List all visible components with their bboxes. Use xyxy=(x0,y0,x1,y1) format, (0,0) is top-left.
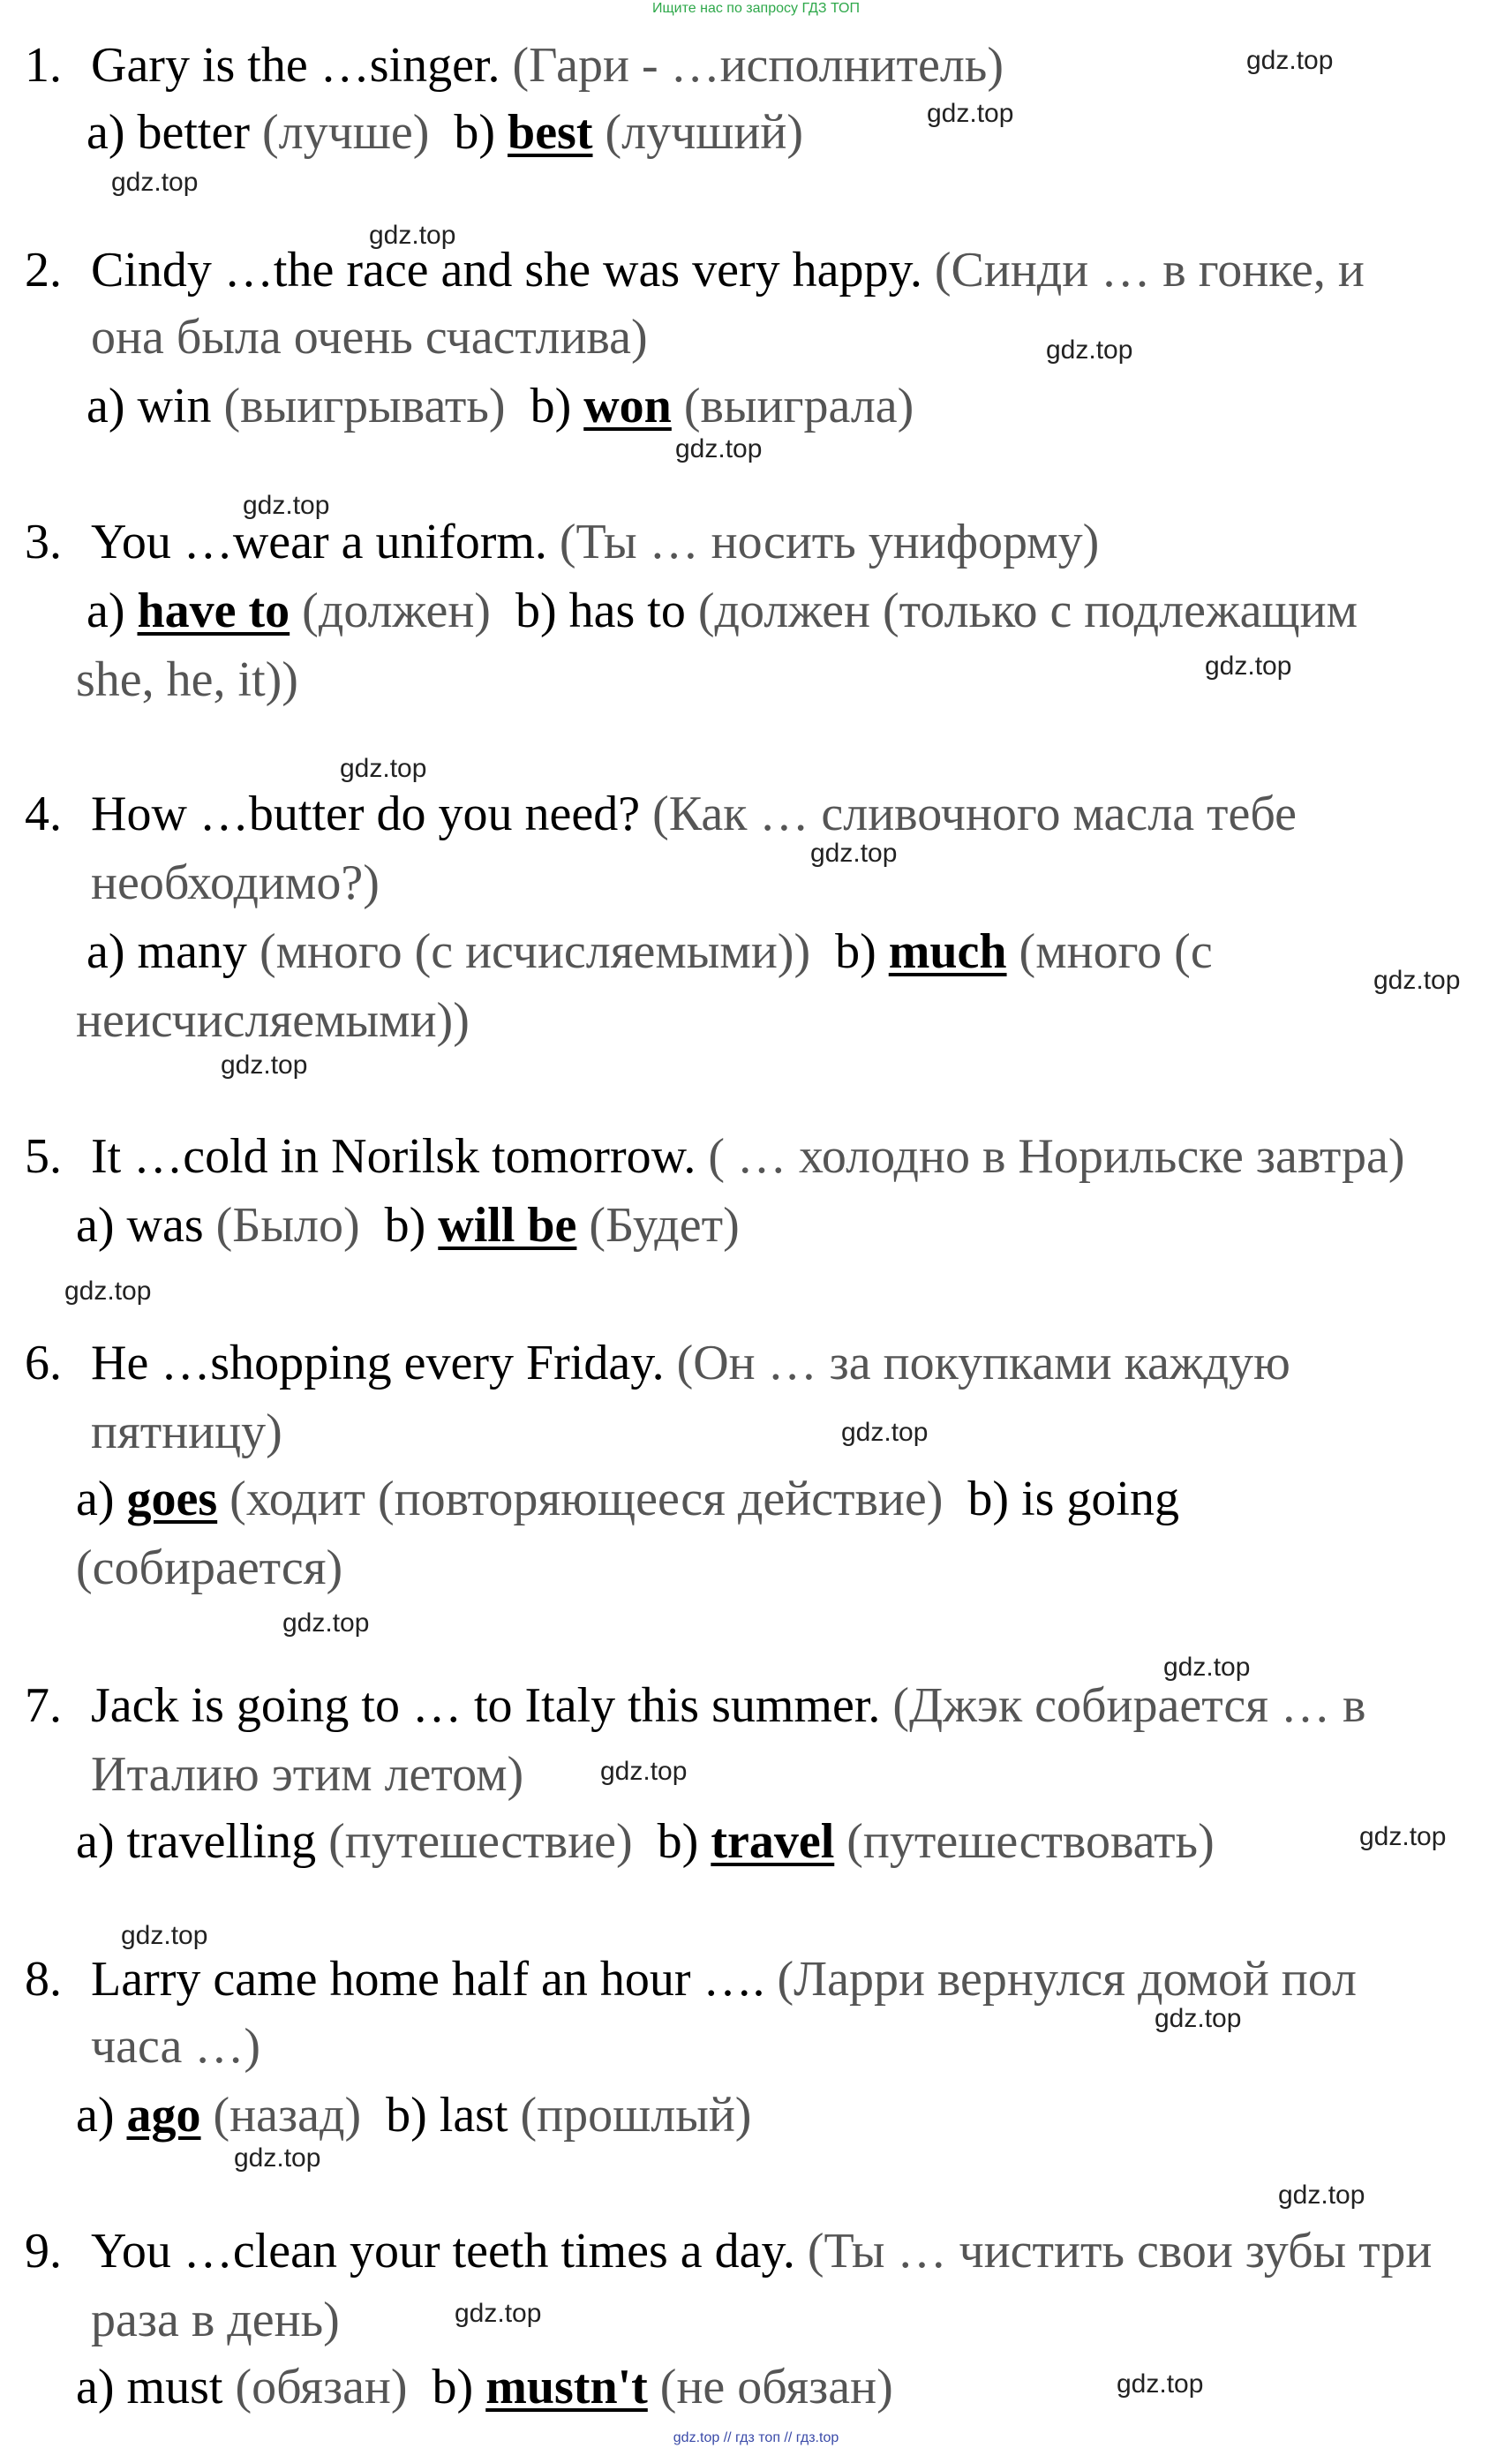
question-2-continuation xyxy=(91,309,648,365)
question-text-ru: (Джэк собирается … в xyxy=(892,1678,1366,1733)
question-number: 4. xyxy=(25,787,62,841)
question-2 xyxy=(25,242,1365,298)
question-text-en: How …butter do you need? xyxy=(91,787,641,841)
watermark: gdz.top xyxy=(1359,1822,1447,1851)
watermark: gdz.top xyxy=(369,221,456,250)
option-b-text: is going xyxy=(1021,1472,1179,1526)
watermark: gdz.top xyxy=(1205,652,1292,681)
question-text-ru: (Как … сливочного масла тебе xyxy=(652,787,1297,841)
watermark: gdz.top xyxy=(1046,335,1133,365)
question-text-en: It …cold in Norilsk tomorrow. xyxy=(91,1129,696,1184)
question-number: 5. xyxy=(25,1129,62,1184)
option-b-correct-answer: best xyxy=(508,105,593,160)
watermark: gdz.top xyxy=(1163,1653,1251,1682)
question-text-en: You …wear a uniform. xyxy=(91,515,547,569)
option-a-translation: (лучше) xyxy=(262,105,430,160)
question-text-en: Jack is going to … to Italy this summer. xyxy=(91,1678,881,1733)
question-8 xyxy=(25,1951,1357,2007)
question-text-ru: (Ты … чистить свои зубы три xyxy=(807,2224,1433,2279)
option-b-label: b) xyxy=(835,924,876,979)
answers-3 xyxy=(87,583,1358,639)
option-a-correct-answer: ago xyxy=(126,2088,201,2143)
question-1 xyxy=(25,37,1004,94)
option-b-label: b) xyxy=(967,1472,1010,1526)
option-a-label: a) xyxy=(76,2088,115,2143)
question-text-ru-continued: Италию этим летом) xyxy=(91,1747,524,1802)
question-text-ru-continued: она была очень счастлива) xyxy=(91,310,648,365)
question-text-en: Cindy …the race and she was very happy. xyxy=(91,243,922,298)
option-b-label: b) xyxy=(384,1198,426,1253)
option-a-text: many xyxy=(137,924,247,979)
question-number: 6. xyxy=(25,1336,62,1390)
question-6 xyxy=(25,1335,1290,1391)
question-number: 9. xyxy=(25,2224,62,2279)
question-5 xyxy=(25,1128,1405,1185)
watermark: gdz.top xyxy=(810,839,898,868)
question-text-en: He …shopping every Friday. xyxy=(91,1336,665,1390)
answers-6 xyxy=(76,1471,1179,1527)
option-a-text: was xyxy=(126,1198,204,1253)
option-a-translation: (выигрывать) xyxy=(223,379,506,433)
option-b-label: b) xyxy=(432,2360,474,2414)
watermark: gdz.top xyxy=(675,434,763,463)
question-4 xyxy=(25,786,1297,842)
watermark: gdz.top xyxy=(1155,2004,1242,2033)
option-b-correct-answer: won xyxy=(583,379,672,433)
watermark: gdz.top xyxy=(927,99,1014,128)
answers-2 xyxy=(87,378,914,434)
watermark: gdz.top xyxy=(600,1757,688,1786)
question-text-ru: (Он … за покупками каждую xyxy=(676,1336,1290,1390)
option-a-translation: (назад) xyxy=(213,2088,362,2143)
question-9-continuation xyxy=(91,2292,340,2348)
question-number: 7. xyxy=(25,1678,62,1733)
option-a-translation: (должен) xyxy=(302,584,491,638)
option-a-translation: (путешествие) xyxy=(328,1814,633,1869)
option-b-translation-continued: неисчисляемыми)) xyxy=(76,993,470,1048)
watermark: gdz.top xyxy=(282,1608,370,1638)
question-number: 2. xyxy=(25,243,62,298)
question-9 xyxy=(25,2223,1432,2279)
question-text-en: You …clean your teeth times a day. xyxy=(91,2224,795,2279)
question-7 xyxy=(25,1677,1365,1734)
question-text-en: Gary is the …singer. xyxy=(91,38,500,93)
question-text-ru: (Синди … в гонке, и xyxy=(934,243,1365,298)
question-text-ru-continued: необходимо?) xyxy=(91,855,380,910)
answers-4-continuation xyxy=(76,992,470,1049)
answers-1 xyxy=(87,104,803,161)
watermark: gdz.top xyxy=(1373,966,1461,995)
question-text-ru-continued: пятницу) xyxy=(91,1405,282,1459)
watermark: gdz.top xyxy=(841,1418,929,1447)
option-b-label: b) xyxy=(454,105,496,160)
option-b-correct-answer: travel xyxy=(711,1814,835,1869)
answers-7 xyxy=(76,1813,1215,1870)
watermark: gdz.top xyxy=(243,491,330,520)
question-number: 1. xyxy=(25,38,62,93)
option-b-translation: (прошлый) xyxy=(520,2088,752,2143)
option-a-label: a) xyxy=(87,379,125,433)
watermark: gdz.top xyxy=(221,1051,308,1080)
option-b-label: b) xyxy=(530,379,572,433)
option-b-text: last xyxy=(439,2088,508,2143)
question-text-ru: (Ты … носить униформу) xyxy=(559,515,1100,569)
option-b-correct-answer: much xyxy=(888,924,1007,979)
watermark: gdz.top xyxy=(1117,2369,1204,2399)
question-4-continuation xyxy=(91,855,380,911)
bottom-banner: gdz.top // гдз топ // гдз.top xyxy=(673,2430,839,2445)
answers-4 xyxy=(87,923,1213,980)
watermark: gdz.top xyxy=(1278,2181,1365,2210)
option-a-text: must xyxy=(126,2360,223,2414)
option-b-text: has to xyxy=(568,584,686,638)
question-8-continuation xyxy=(91,2018,260,2075)
answers-9 xyxy=(76,2359,893,2415)
watermark: gdz.top xyxy=(340,754,427,783)
question-7-continuation xyxy=(91,1746,523,1803)
watermark: gdz.top xyxy=(455,2299,542,2328)
answers-3-continuation xyxy=(76,652,298,708)
question-text-ru: (Гари - …исполнитель) xyxy=(512,38,1004,93)
option-a-label: a) xyxy=(87,584,125,638)
question-number: 3. xyxy=(25,515,62,569)
option-b-translation-continued: she, he, it)) xyxy=(76,652,298,707)
watermark: gdz.top xyxy=(234,2143,321,2173)
answers-8 xyxy=(76,2087,751,2143)
option-a-text: win xyxy=(137,379,212,433)
answers-6-continuation xyxy=(76,1540,342,1596)
option-b-correct-answer: will be xyxy=(438,1198,577,1253)
watermark: gdz.top xyxy=(111,168,199,197)
option-b-translation: (выиграла) xyxy=(683,379,914,433)
option-b-translation: (собирается) xyxy=(76,1540,343,1595)
option-a-label: a) xyxy=(76,1472,115,1526)
option-a-correct-answer: goes xyxy=(126,1472,218,1526)
option-b-translation: (много (с xyxy=(1019,924,1213,979)
option-a-label: a) xyxy=(87,924,125,979)
question-3 xyxy=(25,514,1099,570)
option-a-translation: (Было) xyxy=(215,1198,360,1253)
option-b-translation: (путешествовать) xyxy=(846,1814,1215,1869)
option-a-label: a) xyxy=(76,1198,115,1253)
top-banner: Ищите нас по запросу ГДЗ ТОП xyxy=(652,1,860,16)
option-b-label: b) xyxy=(515,584,557,638)
option-b-translation: (лучший) xyxy=(605,105,803,160)
watermark: gdz.top xyxy=(121,1921,208,1950)
question-text-ru: (Ларри вернулся домой пол xyxy=(777,1952,1357,2007)
answers-5 xyxy=(76,1197,740,1254)
option-b-label: b) xyxy=(657,1814,699,1869)
watermark: gdz.top xyxy=(64,1277,152,1306)
question-text-ru: ( … холодно в Норильске завтра) xyxy=(708,1129,1405,1184)
option-a-label: a) xyxy=(76,2360,115,2414)
question-text-ru-continued: часа …) xyxy=(91,2019,261,2074)
watermark: gdz.top xyxy=(1246,46,1334,75)
option-a-correct-answer: have to xyxy=(137,584,290,638)
question-text-en: Larry came home half an hour …. xyxy=(91,1952,765,2007)
option-a-translation: (обязан) xyxy=(235,2360,408,2414)
option-a-translation: (много (с исчисляемыми)) xyxy=(259,924,811,979)
question-6-continuation xyxy=(91,1404,282,1460)
option-a-translation: (ходит (повторяющееся действие) xyxy=(229,1472,944,1526)
option-a-text: travelling xyxy=(126,1814,317,1869)
option-b-translation: (не обязан) xyxy=(659,2360,893,2414)
option-a-label: a) xyxy=(87,105,125,160)
option-a-text: better xyxy=(137,105,250,160)
question-number: 8. xyxy=(25,1952,62,2007)
option-a-label: a) xyxy=(76,1814,115,1869)
option-b-label: b) xyxy=(386,2088,427,2143)
option-b-translation: (должен (только с подлежащим xyxy=(697,584,1358,638)
option-b-translation: (Будет) xyxy=(589,1198,740,1253)
question-text-ru-continued: раза в день) xyxy=(91,2293,340,2347)
option-b-correct-answer: mustn't xyxy=(485,2360,648,2414)
